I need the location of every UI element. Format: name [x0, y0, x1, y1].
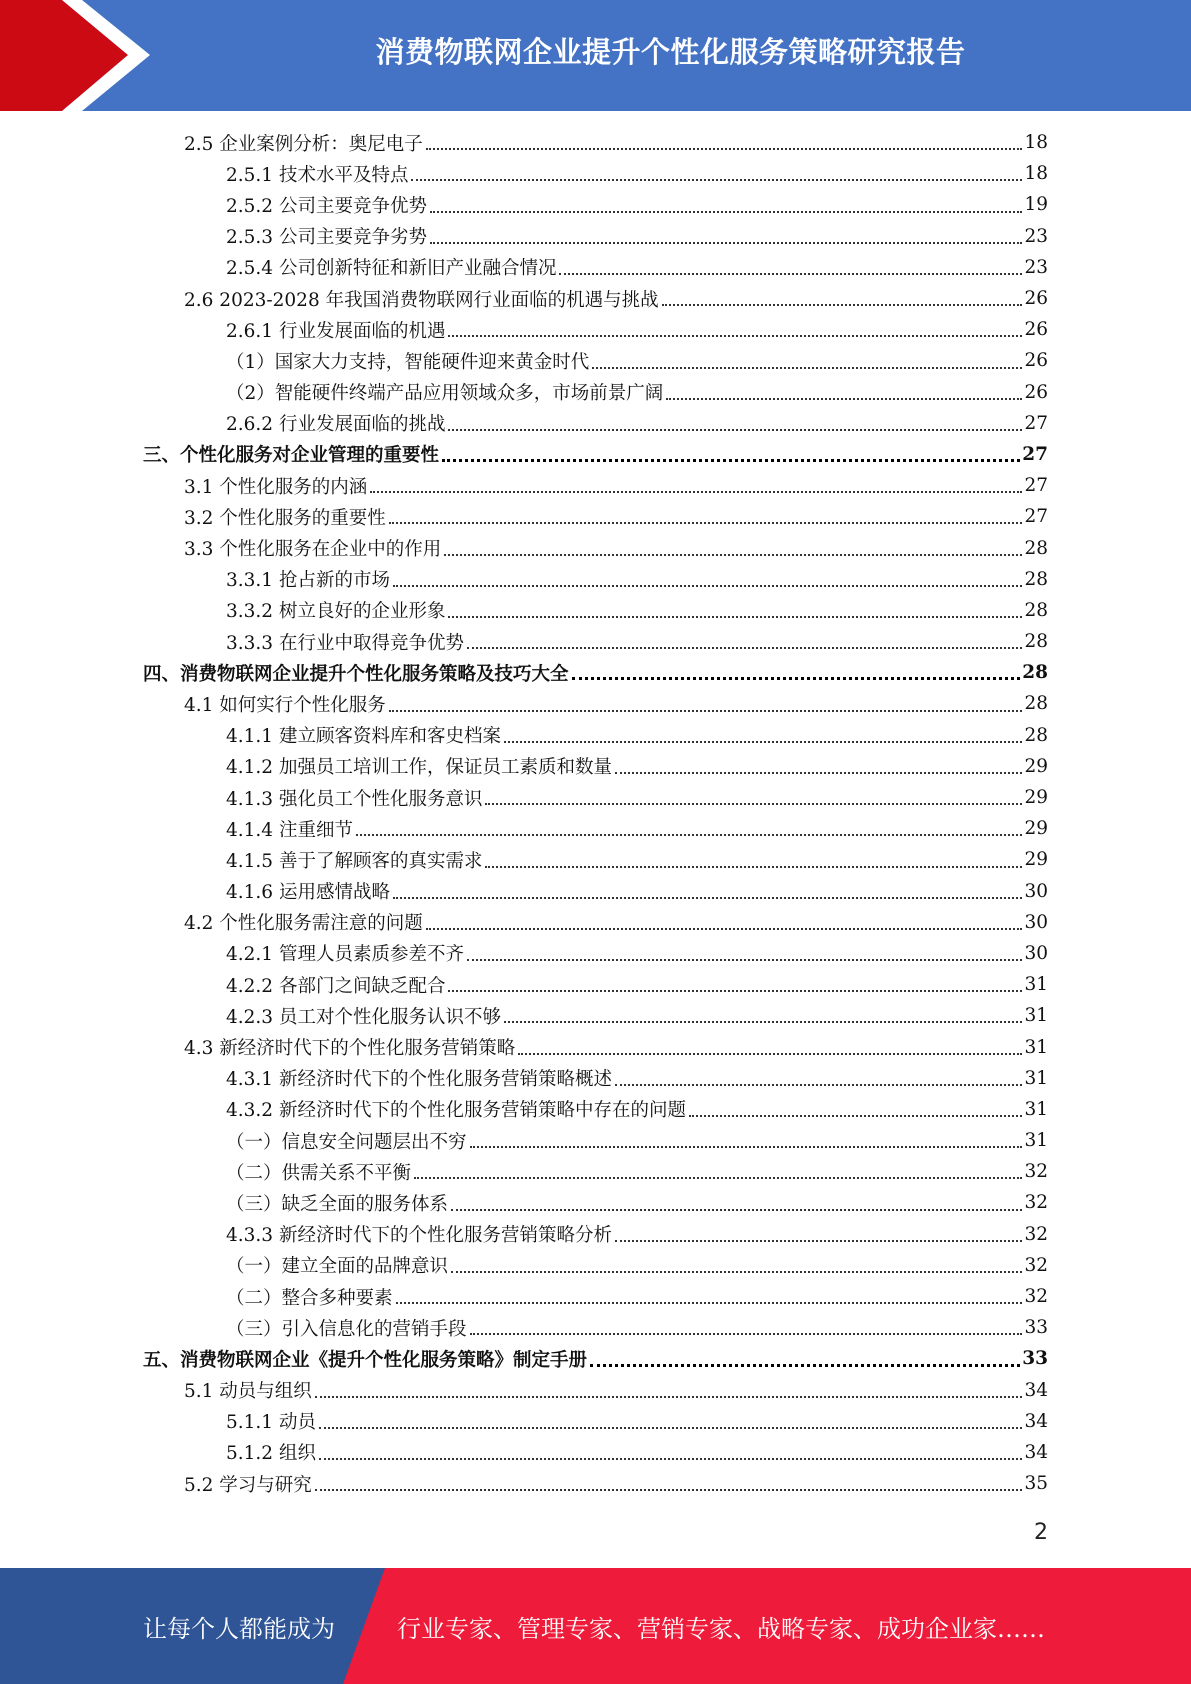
toc-dot-leader — [615, 1064, 1022, 1086]
toc-entry-page: 31 — [1024, 1036, 1048, 1058]
toc-dot-leader — [572, 657, 1021, 680]
toc-entry-page: 34 — [1024, 1410, 1048, 1432]
toc-dot-leader — [393, 877, 1022, 899]
toc-entry-page: 26 — [1024, 350, 1048, 372]
toc-entry-page: 23 — [1024, 256, 1048, 278]
toc-entry-label: 2.6.1 行业发展面临的机遇 — [226, 320, 446, 342]
toc-entry-label: （二）供需关系不平衡 — [226, 1162, 412, 1184]
toc-entry[interactable] — [0, 1437, 1191, 1468]
toc-entry[interactable] — [0, 876, 1191, 907]
toc-entry[interactable] — [0, 158, 1191, 189]
toc-entry[interactable] — [0, 720, 1191, 751]
toc-entry[interactable] — [0, 1219, 1191, 1250]
toc-dot-leader — [448, 970, 1022, 992]
toc-entry[interactable] — [0, 1125, 1191, 1156]
toc-dot-leader — [430, 222, 1022, 244]
toc-dot-leader — [426, 908, 1023, 930]
toc-dot-leader — [559, 253, 1022, 275]
toc-entry-page: 28 — [1024, 631, 1048, 653]
toc-entry-page: 28 — [1024, 568, 1048, 590]
toc-dot-leader — [414, 1157, 1022, 1179]
toc-entry[interactable] — [0, 969, 1191, 1000]
toc-entry-page: 28 — [1024, 537, 1048, 559]
toc-entry-page: 29 — [1024, 755, 1048, 777]
toc-dot-leader — [615, 752, 1022, 774]
toc-entry-label: 五、消费物联网企业《提升个性化服务策略》制定手册 — [143, 1349, 588, 1371]
toc-dot-leader — [448, 409, 1022, 431]
toc-entry[interactable] — [0, 532, 1191, 563]
toc-entry[interactable] — [0, 377, 1191, 408]
toc-entry-label: 4.1.5 善于了解顾客的真实需求 — [226, 850, 483, 872]
toc-dot-leader — [389, 502, 1023, 524]
toc-entry-label: 5.2 学习与研究 — [184, 1474, 312, 1496]
toc-dot-leader — [444, 534, 1022, 556]
toc-entry[interactable] — [0, 501, 1191, 532]
toc-entry[interactable] — [0, 221, 1191, 252]
toc-entry-page: 29 — [1024, 787, 1048, 809]
page-number: 2 — [1034, 1520, 1048, 1545]
toc-dot-leader — [615, 1220, 1022, 1242]
toc-entry[interactable] — [0, 1375, 1191, 1406]
toc-entry-page: 31 — [1024, 1130, 1048, 1152]
toc-entry-page: 27 — [1022, 443, 1048, 465]
toc-entry[interactable] — [0, 408, 1191, 439]
toc-dot-leader — [319, 1438, 1023, 1460]
toc-dot-leader — [356, 814, 1023, 836]
toc-dot-leader — [467, 939, 1022, 961]
toc-dot-leader — [485, 846, 1022, 868]
toc-entry[interactable] — [0, 657, 1191, 688]
toc-entry-page: 28 — [1024, 693, 1048, 715]
toc-entry-label: 4.2 个性化服务需注意的问题 — [184, 913, 423, 935]
toc-entry[interactable] — [0, 688, 1191, 719]
toc-entry-label: 3.3.2 树立良好的企业形象 — [226, 601, 446, 623]
toc-entry-page: 18 — [1024, 132, 1048, 154]
toc-entry-label: 2.5.4 公司创新特征和新旧产业融合情况 — [226, 258, 557, 280]
toc-entry-label: 3.2 个性化服务的重要性 — [184, 507, 386, 529]
toc-dot-leader — [430, 191, 1022, 213]
toc-dot-leader — [448, 596, 1022, 618]
toc-entry-label: 5.1 动员与组织 — [184, 1381, 312, 1403]
toc-dot-leader — [442, 439, 1020, 462]
toc-entry-label: 2.6.2 行业发展面临的挑战 — [226, 414, 446, 436]
page-header — [0, 0, 1191, 111]
toc-entry-label: 3.1 个性化服务的内涵 — [184, 476, 368, 498]
toc-entry-label: 4.3.3 新经济时代下的个性化服务营销策略分析 — [226, 1225, 612, 1247]
toc-entry[interactable] — [0, 1312, 1191, 1343]
toc-entry[interactable] — [0, 439, 1191, 470]
toc-dot-leader — [467, 627, 1022, 649]
toc-entry-label: 4.1.1 建立顾客资料库和客史档案 — [226, 726, 501, 748]
toc-entry-label: （三）缺乏全面的服务体系 — [226, 1193, 449, 1215]
toc-entry-label: 三、个性化服务对企业管理的重要性 — [143, 445, 440, 467]
toc-entry-page: 32 — [1024, 1161, 1048, 1183]
toc-dot-leader — [470, 1313, 1023, 1335]
toc-dot-leader — [666, 378, 1022, 400]
toc-entry-page: 28 — [1022, 662, 1048, 684]
toc-entry-page: 31 — [1024, 1067, 1048, 1089]
toc-entry-label: 4.1.6 运用感情战略 — [226, 882, 390, 904]
toc-entry-page: 33 — [1022, 1348, 1048, 1370]
toc-entry-page: 18 — [1024, 163, 1048, 185]
toc-entry-label: 4.2.2 各部门之间缺乏配合 — [226, 975, 446, 997]
toc-entry-page: 26 — [1024, 288, 1048, 310]
toc-dot-leader — [448, 315, 1022, 337]
toc-entry[interactable] — [0, 751, 1191, 782]
toc-entry[interactable] — [0, 127, 1191, 158]
toc-entry[interactable] — [0, 1187, 1191, 1218]
toc-dot-leader — [485, 783, 1022, 805]
toc-entry-page: 35 — [1024, 1473, 1048, 1495]
table-of-contents — [0, 127, 1191, 1499]
toc-entry-page: 31 — [1024, 974, 1048, 996]
toc-entry-page: 30 — [1024, 880, 1048, 902]
toc-entry[interactable] — [0, 1250, 1191, 1281]
toc-dot-leader — [590, 1344, 1020, 1367]
toc-entry[interactable] — [0, 1031, 1191, 1062]
toc-entry-page: 29 — [1024, 849, 1048, 871]
toc-dot-leader — [426, 128, 1023, 150]
toc-entry-page: 32 — [1024, 1192, 1048, 1214]
toc-entry-label: 四、消费物联网企业提升个性化服务策略及技巧大全 — [143, 663, 569, 685]
toc-entry[interactable] — [0, 626, 1191, 657]
toc-entry-label: （1）国家大力支持，智能硬件迎来黄金时代 — [226, 351, 590, 373]
toc-entry-page: 28 — [1024, 599, 1048, 621]
toc-dot-leader — [451, 1189, 1022, 1211]
toc-entry[interactable] — [0, 844, 1191, 875]
toc-entry-page: 26 — [1024, 319, 1048, 341]
toc-dot-leader — [319, 1407, 1023, 1429]
toc-entry[interactable] — [0, 1468, 1191, 1499]
toc-entry[interactable] — [0, 314, 1191, 345]
footer-slogan-left: 让每个人都能成为 — [143, 1614, 335, 1643]
toc-entry[interactable] — [0, 470, 1191, 501]
toc-dot-leader — [315, 1376, 1023, 1398]
toc-entry[interactable] — [0, 813, 1191, 844]
toc-entry-label: 4.2.3 员工对个性化服务认识不够 — [226, 1006, 501, 1028]
toc-entry-page: 34 — [1024, 1441, 1048, 1463]
toc-entry-page: 23 — [1024, 225, 1048, 247]
toc-entry-page: 27 — [1024, 475, 1048, 497]
toc-entry-page: 31 — [1024, 1098, 1048, 1120]
toc-dot-leader — [396, 1282, 1023, 1304]
toc-entry[interactable] — [0, 1281, 1191, 1312]
toc-entry-page: 33 — [1024, 1317, 1048, 1339]
toc-dot-leader — [393, 565, 1022, 587]
toc-entry[interactable] — [0, 283, 1191, 314]
toc-entry-label: 2.5 企业案例分析：奥尼电子 — [184, 133, 423, 155]
toc-entry-label: （一）建立全面的品牌意识 — [226, 1256, 449, 1278]
toc-entry[interactable] — [0, 1156, 1191, 1187]
toc-entry[interactable] — [0, 907, 1191, 938]
toc-entry-label: 4.1.2 加强员工培训工作，保证员工素质和数量 — [226, 757, 612, 779]
toc-entry[interactable] — [0, 1406, 1191, 1437]
toc-entry[interactable] — [0, 1343, 1191, 1374]
toc-entry-page: 26 — [1024, 381, 1048, 403]
toc-entry-label: 2.5.3 公司主要竞争劣势 — [226, 227, 427, 249]
toc-entry-label: 4.2.1 管理人员素质参差不齐 — [226, 944, 464, 966]
toc-entry[interactable] — [0, 564, 1191, 595]
toc-dot-leader — [662, 284, 1023, 306]
toc-entry-label: 3.3.3 在行业中取得竞争优势 — [226, 632, 464, 654]
toc-entry[interactable] — [0, 252, 1191, 283]
toc-entry[interactable] — [0, 1063, 1191, 1094]
toc-entry-label: 3.3.1 抢占新的市场 — [226, 570, 390, 592]
toc-entry-page: 29 — [1024, 818, 1048, 840]
toc-entry[interactable] — [0, 1094, 1191, 1125]
toc-entry-label: 4.1 如何实行个性化服务 — [184, 694, 386, 716]
toc-entry-label: 4.3.2 新经济时代下的个性化服务营销策略中存在的问题 — [226, 1100, 686, 1122]
toc-entry-label: 4.3.1 新经济时代下的个性化服务营销策略概述 — [226, 1069, 612, 1091]
toc-entry-label: 2.6 2023-2028 年我国消费物联网行业面临的机遇与挑战 — [184, 289, 659, 311]
toc-entry[interactable] — [0, 189, 1191, 220]
toc-entry-page: 27 — [1024, 412, 1048, 434]
page-footer — [0, 1568, 1191, 1684]
toc-dot-leader — [370, 471, 1022, 493]
toc-entry[interactable] — [0, 1000, 1191, 1031]
toc-entry-page: 19 — [1024, 194, 1048, 216]
header-title: 消费物联网企业提升个性化服务策略研究报告 — [375, 34, 966, 69]
toc-entry-page: 30 — [1024, 942, 1048, 964]
toc-dot-leader — [389, 690, 1023, 712]
toc-entry-page: 32 — [1024, 1286, 1048, 1308]
toc-entry[interactable] — [0, 938, 1191, 969]
toc-entry-label: （一）信息安全问题层出不穷 — [226, 1131, 467, 1153]
toc-entry-label: 2.5.1 技术水平及特点 — [226, 164, 409, 186]
toc-dot-leader — [411, 159, 1022, 181]
toc-entry-label: 3.3 个性化服务在企业中的作用 — [184, 539, 442, 561]
toc-entry[interactable] — [0, 595, 1191, 626]
toc-entry-label: 5.1.2 组织 — [226, 1443, 316, 1465]
toc-dot-leader — [504, 1001, 1022, 1023]
toc-entry-page: 27 — [1024, 506, 1048, 528]
toc-entry-label: （三）引入信息化的营销手段 — [226, 1318, 467, 1340]
footer-slogan-right: 行业专家、管理专家、营销专家、战略专家、成功企业家…… — [397, 1614, 1045, 1643]
toc-dot-leader — [470, 1126, 1023, 1148]
toc-entry-label: 2.5.2 公司主要竞争优势 — [226, 195, 427, 217]
toc-entry[interactable] — [0, 345, 1191, 376]
toc-entry-label: 4.3 新经济时代下的个性化服务营销策略 — [184, 1038, 516, 1060]
toc-entry-label: 4.1.4 注重细节 — [226, 819, 353, 841]
toc-entry-label: （2）智能硬件终端产品应用领域众多，市场前景广阔 — [226, 383, 664, 405]
toc-entry-page: 34 — [1024, 1379, 1048, 1401]
toc-entry[interactable] — [0, 782, 1191, 813]
toc-entry-page: 30 — [1024, 911, 1048, 933]
toc-dot-leader — [451, 1251, 1022, 1273]
toc-dot-leader — [504, 721, 1022, 743]
toc-entry-page: 32 — [1024, 1254, 1048, 1276]
toc-entry-label: （二）整合多种要素 — [226, 1287, 393, 1309]
toc-entry-page: 32 — [1024, 1223, 1048, 1245]
toc-entry-label: 4.1.3 强化员工个性化服务意识 — [226, 788, 483, 810]
toc-dot-leader — [518, 1033, 1022, 1055]
toc-entry-page: 31 — [1024, 1005, 1048, 1027]
toc-entry-label: 5.1.1 动员 — [226, 1412, 316, 1434]
toc-entry-page: 28 — [1024, 724, 1048, 746]
toc-dot-leader — [315, 1469, 1023, 1491]
toc-dot-leader — [689, 1095, 1022, 1117]
toc-dot-leader — [592, 347, 1022, 369]
